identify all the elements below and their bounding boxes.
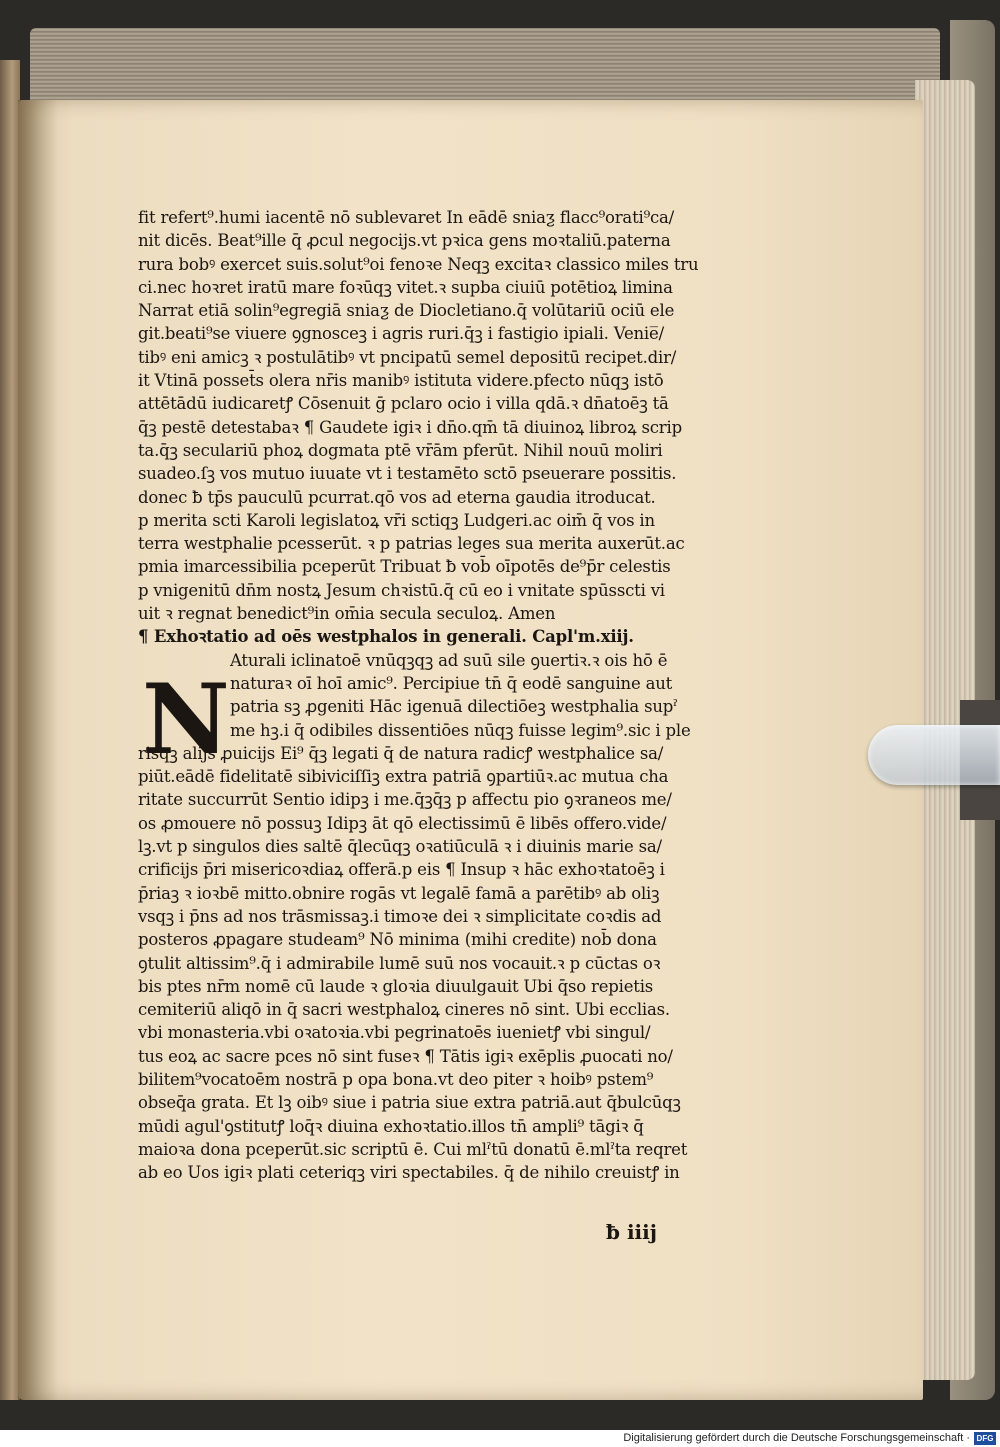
text-line: vbi monasteria.vbi oꝛatoꝛia.vbi pegrinatoēs iuenietꝭ vbi singul/ <box>138 1023 651 1043</box>
text-line: ritate succurrūt Sentio idipꝫ i me.q̄ꝫq̄ꝫ p affectu pio ꝯꝛraneos me/ <box>138 790 672 810</box>
text-line: obseq̄a grata. Et lꝫ oibꝰ siue i patria siue extra patriā.aut q̄bulcūqꝫ <box>138 1093 681 1113</box>
text-line: p merita scti Karoli legislatoꝝ vr̄i sctiqꝫ Ludgeri.ac oim̄ q̄ vos in <box>138 510 655 530</box>
text-line: ab eo Uos igiꝛ plati ceteriqꝫ viri spectabiles. q̄ de nihilo creuistꝭ in <box>138 1163 680 1183</box>
text-line: Narrat etiā solin⁹egregiā sniaƺ de Diocletiano.q̄ volūtariū ociū ele <box>138 301 675 321</box>
text-line: it Vtinā posset̄s olera nr̄is manibꝰ istituta videre.pfecto nūqꝫ istō <box>138 371 664 391</box>
text-line: risqꝫ alijs ꝓuicijs Ei⁹ q̄ꝫ legati q̄ de natura radicꝭ westphalice sa/ <box>138 743 664 763</box>
text-line: os ꝓmouere nō possuꝫ Idipꝫ āt qō electissimū ē libēs offero.vide/ <box>138 813 667 833</box>
text-line: q̄ꝫ pestē detestabaꝛ ¶ Gaudete igiꝛ i dn̄o.qm̄ tā diuinoꝝ libroꝝ scrip <box>138 417 682 437</box>
text-line: piūt.eādē fidelitatē sibiviciſſiꝫ extra patriā ꝯpartiūꝛ.ac mutua cha <box>138 767 669 787</box>
text-line: fit refert⁹.humi iacentē nō sublevaret In eādē sniaƺ flacc⁹orati⁹ca/ <box>138 208 675 227</box>
text-line: me hꝫ.i q̄ odibiles dissentiōes nūqꝫ fuisse legim⁹.sic i ple <box>230 720 691 740</box>
page-clip <box>868 725 1000 785</box>
text-line: nit dicēs. Beat⁹ille q̄ ꝓcul negocijs.vt pꝛica gens moꝛtaliū.paterna <box>138 231 671 251</box>
text-line: ta.q̄ꝫ seculariū phoꝝ dogmata ptē vr̄ām pferūt. Nihil nouū moliri <box>138 440 663 460</box>
text-line: bis ptes nr̄m nomē cū laude ꝛ gloꝛia diuulgauit Ubi q̄so repietis <box>138 976 654 996</box>
text-line: terra westphalie pcesserūt. ꝛ p patrias leges sua merita auxerūt.ac <box>138 534 685 554</box>
text-line: maioꝛa dona pceperūt.sic scriptū ē. Cui mlˀtū donatū ē.mlˀta reqret <box>138 1139 688 1159</box>
gutter-shadow <box>18 100 58 1400</box>
decorated-initial: N <box>142 663 230 776</box>
signature-mark: ƀ iiij <box>606 1220 657 1244</box>
text-line: pmia imarcessibilia pceperūt Tribuat ƀ vob̄ oīpotēs de⁹p̄r celestis <box>138 557 671 577</box>
text-line: Aturali iclinatoē vnūqꝫqꝫ ad suū sile ꝯuertiꝛ.ꝛ ois hō ē <box>230 650 668 670</box>
text-line: tibꝰ eni amicꝫ ꝛ postulātibꝰ vt pncipatū semel depositū recipet.dir/ <box>138 347 677 367</box>
text-line: uit ꝛ regnat benedict⁹in om̄ia secula seculoꝝ. Amen <box>138 604 556 624</box>
text-line: lꝫ.vt p singulos dies saltē q̄lecūqꝫ oꝛatiūculā ꝛ i diuinis marie sa/ <box>138 837 662 857</box>
text-line: p vnigenitū dn̄m nostꝝ Jesum chꝛistū.q̄ cū eo i vnitate spūsscti vi <box>138 580 665 600</box>
text-line: suadeo.ſꝫ vos mutuo iuuate vt i testamēto sctō pseuerare possitis. <box>138 464 677 484</box>
text-line: cemiteriū aliqō in q̄ sacri westphaloꝝ cineres nō sint. Ubi ecclias. <box>138 1000 670 1020</box>
page-text-block <box>138 206 750 1184</box>
footer-credit: Digitalisierung gefördert durch die Deutsche Forschungsgemeinschaft · <box>0 1430 1000 1447</box>
chapter-heading: ¶ Exhoꝛtatio ad oēs westphalos in generali. Capl'm.xiij. <box>138 627 634 647</box>
text-line: crificijs p̄ri misericoꝛdiaꝝ offerā.p eis ¶ Insup ꝛ hāc exhoꝛtatoēꝫ i <box>138 860 665 880</box>
text-line: p̄riaꝫ ꝛ ioꝛbē mitto.obnire rogās vt legalē famā a parētibꝰ ab oliꝫ <box>138 883 660 903</box>
paragraph-1 <box>138 206 750 625</box>
text-line: ꝯtulit altissim⁹.q̄ i admirabile lumē suū nos vocauit.ꝛ p cūctas oꝛ <box>138 953 661 973</box>
text-line: vsqꝫ i p̄ns ad nos trāsmissaꝫ.i timoꝛe dei ꝛ simplicitate coꝛdis ad <box>138 906 662 926</box>
page-edges-top <box>30 28 940 108</box>
text-line: posteros ꝓpagare studeam⁹ Nō minima (mihi credite) nob̄ dona <box>138 930 657 950</box>
text-line: git.beati⁹se viuere ꝯgnosceꝫ i agris ruri.q̄ꝫ i fastigio ipiali. Venie̅/ <box>138 324 664 344</box>
book-spine-edge <box>0 60 20 1400</box>
text-line: naturaꝛ oī hoī amic⁹. Percipiue tn̄ q̄ eodē sanguine aut <box>230 673 673 693</box>
text-line: bilitem⁹vocatoēm nostrā p opa bona.vt deo piter ꝛ hoibꝰ pstem⁹ <box>138 1069 654 1089</box>
text-line: attētādū iudicaretꝭ Cōsenuit ḡ pclaro ocio i villa qdā.ꝛ dn̄atoēꝫ tā <box>138 394 669 414</box>
dfg-logo[interactable]: DFG <box>974 1432 996 1445</box>
text-line: donec ƀ tp̄s pauculū pcurrat.qō vos ad eterna gaudia itroducat. <box>138 487 656 507</box>
paragraph-2 <box>138 649 750 1185</box>
text-line: tus eoꝝ ac sacre pces nō sint fuseꝛ ¶ Tātis igiꝛ exēplis ꝓuocati no/ <box>138 1046 673 1066</box>
text-line: ci.nec hoꝛret iratū mare foꝛūqꝫ vitet.ꝛ supba ciuiū potētioꝝ limina <box>138 277 673 297</box>
text-line: rura bobꝰ exercet suis.solut⁹oi fenoꝛe Neqꝫ excitaꝛ classico miles tru <box>138 254 699 274</box>
text-line: patria sꝫ ꝓgeniti Hāc igenuā dilectiōeꝫ westphalia supˀ <box>230 697 678 717</box>
text-line: mūdi agul'ꝯstitutꝭ loq̄ꝛ diuina exhoꝛtatio.illos tn̄ ampli⁹ tāgiꝛ q̄ <box>138 1116 644 1136</box>
